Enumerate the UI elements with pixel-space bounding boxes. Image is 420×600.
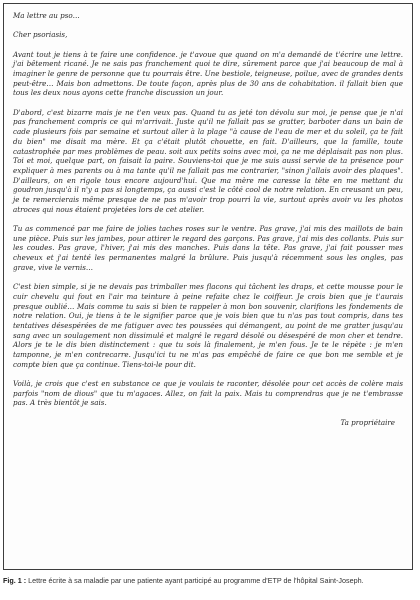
figure-caption-label: Fig. 1 :	[3, 576, 27, 585]
letter-paragraph-1: Avant tout je tiens à te faire une confidence. je t'avoue que quand on m'a demandé de t'écrire une lettre. j'ai bêtement ricané. Je ne sais pas franchement quoi te dire, sûrement parce que j'ai beaucoup de mal à imaginer le genre de personne que tu pourrais être. Une bestiole, teigneuse, poilue, avec de grandes dents peut-être… Mais bon admettons. De toute façon, après plus de 30 ans de cohabitation. il fallait bien que tous les deux nous ayons cette franche discussion un jour.	[13, 49, 403, 98]
letter-signature: Ta propriétaire	[340, 417, 395, 427]
letter-paragraph-3: Tu as commencé par me faire de jolies taches roses sur le ventre. Pas grave, j'ai mis des maillots de bain une pièce. Puis sur les jambes, pour attirer le regard des garçons. Pas grave, j'ai mis des collants. Puis sur les coudes. Pas grave, l'hiver, j'ai mis des manches. Puis dans la tête. Pas grave, j'ai fait pousser mes cheveux et j'ai tenté les permanentes malgré la brûlure. Puis jusqu'à récemment sous les ongles, pas grave, vive le vernis…	[13, 224, 403, 272]
figure-caption-text: Lettre écrite à sa maladie par une patiente ayant participé au programme d'ETP de l'hôpital Saint-Joseph.	[26, 576, 364, 585]
letter-paragraph-4: C'est bien simple, si je ne devais pas trimballer mes flacons qui tâchent les draps, et cette mousse pour le cuir chevelu qui fout en l'air ma teinture à peine refaite chez le coiffeur. Je crois bien que je t'aurais presque oublié… Mais comme tu sais si bien te rappeler à mon bon souvenir, clarifions les fondements de notre relation. Oui, je tiens à te le signifier parce que je vois bien que tu n'as pas tout compris, dans tes tentatives désespérées de me fatiguer avec tes poussées qui démangent, au point de me gratter jusqu'au sang avec un soulagement non dissimulé et malgré le regard désolé ou désespéré de mon cher et tendre. Alors je te le dis bien distinctement : que tu sois là finalement, je m'en fous. Je te le répète : je m'en tamponne, je m'en contrecarre. Jusqu'ici tu ne m'as pas empêché de faire ce que bon me semble et je compte bien que ça continue. Tiens-toi-le pour dit.	[13, 282, 403, 369]
letter-greeting: Cher psoriasis,	[13, 30, 68, 40]
letter-paragraph-2: D'abord, c'est bizarre mais je ne t'en veux pas. Quand tu as jeté ton dévolu sur moi, je pense que je n'ai pas franchement compris ce qui m'arrivait. Juste qu'il ne fallait pas se gratter, barboter dans un bain de cade plusieurs fois par semaine et surtout aller à la plage "à cause de l'eau de mer et du soleil, ça te fait du bien" me disait ma mère. Et ça c'était plutôt chouette, en fait. D'ailleurs, que la famille, toute catastrophée par mes problèmes de peau. soit aux petits soins avec moi, ça ne me déplaisait pas non plus. Toi et moi, quelque part, on faisait la paire. Souviens-toi que je me suis aussi servie de ta présence pour expliquer à mes parents ou à ma tante qu'il ne fallait pas me contrarier, "sinon j'allais avoir des plaques". D'ailleurs, on en rigole tous encore aujourd'hui. Que ma mère me caresse la tête en me mettant du goudron jusqu'à il n'y a pas si longtemps, ça aussi c'est le côté cool de notre relation. En creusant un peu, je te remercierais même presque de ne pas m'avoir trop pourri la vie, surtout après avoir vu les photos atroces qui nous étaient projetées lors de cet atelier.	[13, 107, 403, 214]
letter-paragraph-5: Voilà, je crois que c'est en substance ce que je voulais te raconter, désolée pour cet accès de colère mais parfois "nom de dious" que tu m'agaces. Allez, on fait la paix. Mais tu comprendras que je ne t'embrasse pas. A très bientôt je sais.	[13, 379, 403, 408]
letter-heading: Ma lettre au pso…	[13, 11, 80, 20]
letter-frame	[3, 3, 413, 570]
figure-caption	[3, 576, 417, 585]
